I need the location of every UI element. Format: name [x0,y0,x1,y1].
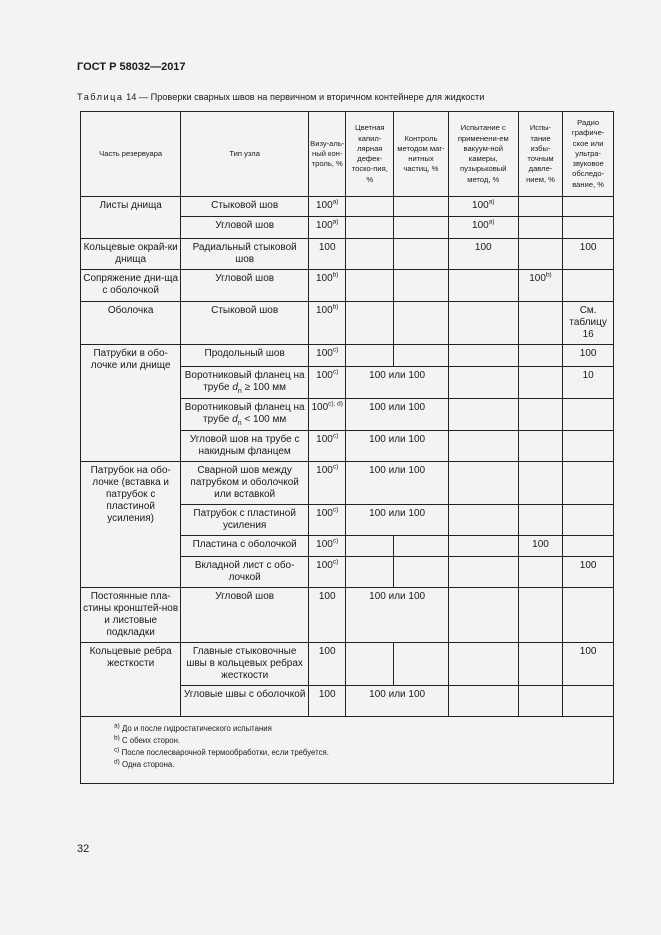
col-header-vacuum: Испытание с применени-ем вакуум-ной камеры, пузырьковый метод, % [448,112,518,197]
node-cell: Патрубок с пластиной усиления [181,505,309,536]
visual-cell: 100$^{c)}$ [308,505,345,536]
radio-cell: 10 [563,367,614,399]
table-row [81,197,614,217]
part-cell: Кольцевые ребра жесткости [81,643,181,717]
node-cell: Пластина с оболочкой [181,536,309,557]
radio-cell: 100 [563,239,614,270]
vacuum-cell: 100$^{a)}$ [448,217,518,239]
col-header-dye: Цветная капил-лярная дефек-тоско-пия, % [346,112,394,197]
part-cell: Патрубки в обо-лочке или днище [81,345,181,462]
col-header-part: Часть резервуара [81,112,181,197]
visual-cell: 100$^{a)}$ [308,197,345,217]
part-cell: Патрубок на обо-лочке (вставка и патрубок с пластиной усиления) [81,462,181,588]
node-cell: Стыковой шов [181,302,309,345]
table-row [81,643,614,686]
table-row [81,462,614,505]
table-row [81,270,614,302]
node-cell: Вкладной лист с обо-лочкой [181,557,309,588]
visual-cell: 100$^{b)}$ [308,302,345,345]
merged-method-cell: 100 или 100 [346,431,448,462]
col-header-visual: Визу-аль-ный кон-троль, % [308,112,345,197]
node-cell: Угловой шов [181,217,309,239]
radio-cell: 100 [563,557,614,588]
visual-cell: 100$^{c)}$ [308,345,345,367]
col-header-magnetic: Контроль методом маг-нитных частиц, % [394,112,449,197]
merged-method-cell: 100 или 100 [346,367,448,399]
radio-cell: 100 [563,345,614,367]
table-caption-label: Таблица [77,92,124,102]
footnote: $^{c)}$ После послесварочной термообработки, если требуется. [114,746,329,758]
node-cell: Угловой шов на трубе с накидным фланцем [181,431,309,462]
col-header-node: Тип узла [181,112,309,197]
weld-inspection-table [80,111,614,784]
node-cell: Воротниковый фланец на трубе $d_n < 100$ мм [181,399,309,431]
part-cell: Постоянные пла-стины кронштей-нов и листовые подкладки [81,588,181,643]
merged-method-cell: 100 или 100 [346,588,448,643]
table-footnotes [81,717,614,784]
visual-cell: 100$^{c)}$ [308,536,345,557]
table-row [81,588,614,643]
visual-cell: 100 [308,686,345,717]
node-cell: Стыковой шов [181,197,309,217]
node-cell: Угловые швы с оболочкой [181,686,309,717]
radio-cell: См. таблицу 16 [563,302,614,345]
table-row [81,345,614,367]
node-cell: Продольный шов [181,345,309,367]
visual-cell: 100 [308,588,345,643]
node-cell: Главные стыковочные швы в кольцевых ребрах жесткости [181,643,309,686]
node-cell: Угловой шов [181,270,309,302]
page-number: 32 [77,843,90,855]
part-cell: Листы днища [81,197,181,239]
vacuum-cell: 100$^{a)}$ [448,197,518,217]
merged-method-cell: 100 или 100 [346,686,448,717]
table-caption [77,92,484,102]
col-header-radio: Радио графиче-ское или ультра-звуковое обследо-вание, % [563,112,614,197]
visual-cell: 100$^{c)}$ [308,557,345,588]
footnote: $^{b)}$ С обеих сторон. [114,734,181,746]
node-cell: Сварной шов между патрубком и оболочкой или вставкой [181,462,309,505]
visual-cell: 100 [308,643,345,686]
part-cell: Кольцевые окрай-ки днища [81,239,181,270]
standard-designation: ГОСТ Р 58032—2017 [77,61,186,73]
footnote: $^{a)}$ До и после гидростатического испытания [114,722,272,733]
visual-cell: 100$^{b)}$ [308,270,345,302]
table-caption-text: 14 — Проверки сварных швов на первичном и вторичном контейнере для жидкости [126,92,485,102]
visual-cell: 100$^{a)}$ [308,217,345,239]
footnote: $^{d)}$ Одна сторона. [114,758,175,770]
table-row [81,239,614,270]
visual-cell: $100^{c), d)}$ [308,399,345,431]
merged-method-cell: 100 или 100 [346,399,448,431]
radio-cell: 100 [563,643,614,686]
vacuum-cell: 100 [448,239,518,270]
merged-method-cell: 100 или 100 [346,505,448,536]
visual-cell: 100$^{c)}$ [308,367,345,399]
part-cell: Сопряжение дни-ща с оболочкой [81,270,181,302]
pressure-cell: 100 [518,536,563,557]
visual-cell: 100$^{c)}$ [308,431,345,462]
part-cell: Оболочка [81,302,181,345]
node-cell: Угловой шов [181,588,309,643]
node-cell: Радиальный стыковой шов [181,239,309,270]
visual-cell: 100$^{c)}$ [308,462,345,505]
node-cell: Воротниковый фланец на трубе $d_n \ge 100$ мм [181,367,309,399]
pressure-cell: 100$^{b)}$ [518,270,563,302]
merged-method-cell: 100 или 100 [346,462,448,505]
table-row [81,302,614,345]
col-header-pressure: Испы-тание избы-точным давле-нием, % [518,112,563,197]
visual-cell: 100 [308,239,345,270]
